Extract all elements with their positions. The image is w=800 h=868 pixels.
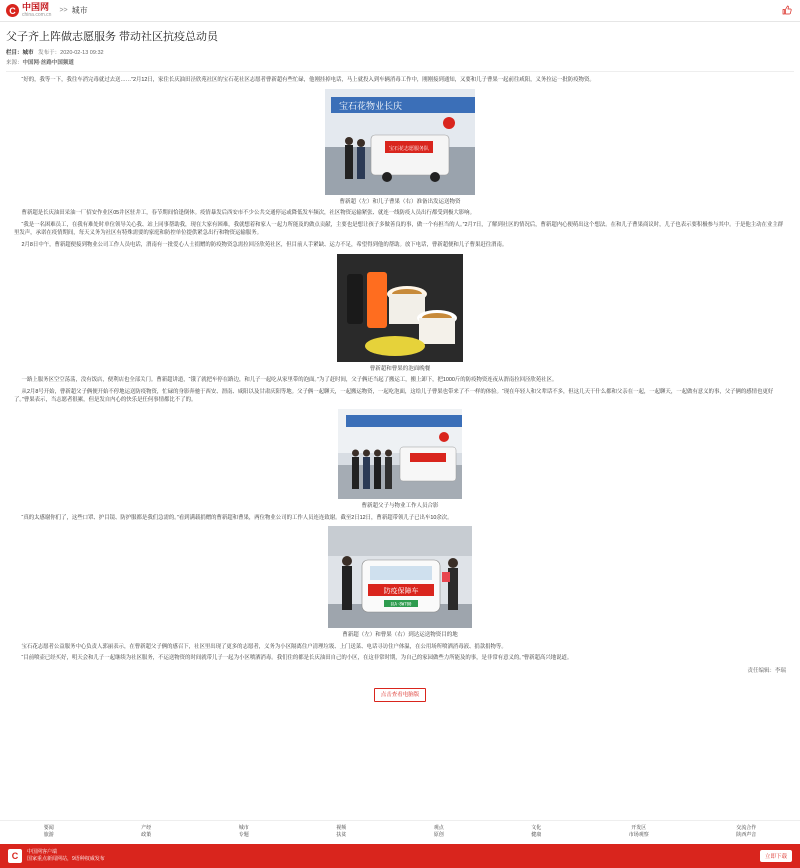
paragraph: “好的，我等一下，我往车消完毒就过去送……”2月12日，家住长庆油田泾欣苑社区的宝石花社区志愿者曹新超有些忙碌，他刚挂掉电话，马上就投入到车辆消毒工作中，刚刚接到通知，又要和儿子曹果一起前往咸阳，义务拉运一批防疫物资。 xyxy=(21,77,595,83)
footer-nav-link[interactable]: 政策 xyxy=(141,832,152,838)
editor-line xyxy=(14,667,786,676)
figure-3 xyxy=(14,409,786,511)
paragraph: 从2月8号开始，曹新超父子俩便开始不停地运送防疫物资，忙碌的身影奔驰于西安、渭南、咸阳以及甘肃庆阳等地。父子俩一起聊天，一起搬运物资，一起吃泡面，这给儿子曹果也带来了不一样的体验。“现在年轻人和父辈话不多，但这几天干什么都和父亲在一起，一起聊天，一起做有意义的事，父子俩的感情也更好了。”曹果表示，当志愿者很累，但是发自内心的快乐是任何事情都比不了的。 xyxy=(14,388,774,404)
car-sign-text: 防疫保障车 xyxy=(383,587,419,596)
site-logo[interactable] xyxy=(6,3,51,19)
footer-nav-link[interactable]: 要闻 xyxy=(43,825,54,831)
license-plate-text: 陕A·8W700 xyxy=(390,601,412,607)
footer-nav-link[interactable]: 旅游 xyxy=(43,832,54,838)
logo-en: china.com.cn xyxy=(22,11,52,18)
footer-nav-column xyxy=(239,825,249,839)
footer-nav-link[interactable]: 陕西声音 xyxy=(736,832,757,838)
pc-version-wrap xyxy=(14,688,786,703)
paragraph: “目前喷壶已经买好，明天会和儿子一起继续为社区服务，不运送物资的时间就带儿子一起为小区喷洒消毒。我们住的都是长庆油田自己的小区，在这非常时期，为自己的家园做些力所能及的事，是非常有意义的。”曹新超高兴地说道。 xyxy=(21,655,573,662)
footer-nav-link[interactable]: 原创 xyxy=(433,832,444,838)
footer-nav-column xyxy=(336,825,346,839)
footer-nav-link[interactable]: 产经 xyxy=(141,825,152,831)
article-title: 父子齐上阵做志愿服务 带动社区抗疫总动员 xyxy=(6,31,219,43)
footer-nav-link[interactable]: 城市 xyxy=(238,825,249,831)
view-pc-version-button[interactable]: 点击查看电脑版 xyxy=(374,688,427,703)
footer-nav-column xyxy=(434,825,444,839)
app-name: 中国网客户端 xyxy=(27,849,58,855)
footer-nav-column xyxy=(736,825,756,839)
paragraph: “我是一名困难员工，在我有难处时单位领导关心我、站上同事帮助我，现在大家有困难，我就想着和家人一起力所能及的做点贡献，主要也是想让孩子多做善良的事，做一个有担当的人。”2月7日，了解到社区的情况后，曹新超内心便萌出这个想法。在和儿子曹果商议时，儿子也表示要积极参与其中。于是他主动在业主群里发声，承诺在疫情期间，每天义务为社区有特殊需要的家庭和防控单位提供紧急出行和物资运输服务。 xyxy=(14,221,784,237)
publish-time: 2020-02-13 09:32 xyxy=(60,50,104,56)
paragraph: 曹新超是长庆油田采油一厂招安作业区05井区驻井工，春节期间恰逢倒休。疫情暴发后西安市不少公共交通停运或降低发车频次，社区物资运输紧张、就连一线防疫人员出行都受到极大影响。 xyxy=(21,210,475,217)
editor-name: 李瑞 xyxy=(774,667,786,674)
logo-cn: 中国网 xyxy=(22,1,50,12)
paragraph: 一路上服务区空空荡荡，没有饭店，便利店也全部关门。曹新超讲道，“饿了就把车停在路边，和儿子一起吃从家里带的泡面。”为了赶时间，父子俩还当起了搬运工，搬上卸下，把1000斤的防疫物资连夜从渭南拉回泾欣苑社区。 xyxy=(21,377,558,384)
photo-group xyxy=(338,409,462,499)
app-slogan: 国家重点新闻网站，9语种权威发布 xyxy=(27,856,105,862)
editor-label: 责任编辑： xyxy=(747,667,775,674)
time-label: 发布于： xyxy=(38,50,61,56)
app-download-bar xyxy=(0,844,800,868)
figure-1 xyxy=(14,89,786,207)
paragraph: “真的太感谢你们了，这些口罩、护目镜、防护服都是我们急需的。”看到满载捐赠的曹新超和曹果，两位物业公司的工作人员连连致谢。截至2日12日，曹新超带领儿子已出车10余次。 xyxy=(21,514,453,521)
paragraph: 2月8日中午，曹新超便接到物业公司工作人员电话，渭南有一批爱心人士捐赠的防疫物资急需拉回泾欣苑社区，但目前人手紧缺、运力不足，希望得到他的帮助。放下电话，曹新超便和儿子曹果赶往渭南。 xyxy=(21,241,508,248)
photo-arrival xyxy=(328,526,472,628)
breadcrumb-channel[interactable]: 城市 xyxy=(71,6,88,15)
footer-nav-link[interactable]: 文化 xyxy=(531,825,542,831)
column-name: 城市 xyxy=(22,50,34,56)
logo-text xyxy=(22,3,51,19)
article-source xyxy=(6,58,794,72)
photo-banner-text: 宝石花物业长庆 xyxy=(339,101,403,112)
footer-nav-link[interactable]: 专题 xyxy=(238,832,249,838)
breadcrumb-separator: >> xyxy=(59,7,68,14)
article-header xyxy=(0,22,800,72)
source-label: 来源： xyxy=(6,60,23,66)
photo-van-departure xyxy=(325,89,475,195)
download-app-button[interactable]: 立即下载 xyxy=(760,850,792,862)
footer-nav-column xyxy=(629,825,649,839)
thumbs-up-icon[interactable] xyxy=(782,5,792,15)
footer-nav-link[interactable]: 健康 xyxy=(531,832,542,838)
app-logo-icon: C xyxy=(8,849,22,863)
figure-4 xyxy=(14,526,786,640)
footer-nav-link[interactable]: 视频 xyxy=(336,825,347,831)
photo-noodle-dinner xyxy=(337,254,463,362)
footer-nav xyxy=(0,820,800,843)
footer-nav-column xyxy=(141,825,151,839)
article-body xyxy=(0,72,800,702)
figure-caption: 曹新超（左）和曹果（右）到达运送物资目的地 xyxy=(342,632,458,639)
footer-nav-link[interactable]: 观点 xyxy=(433,825,444,831)
footer-nav-link[interactable]: 市场观察 xyxy=(628,832,649,838)
figure-caption: 曹新超父子与物业工作人员合影 xyxy=(361,502,439,509)
footer-nav-column xyxy=(531,825,541,839)
footer-nav-link[interactable]: 交流合作 xyxy=(736,825,757,831)
footer-nav-link[interactable]: 扶贫 xyxy=(336,832,347,838)
footer-nav-column xyxy=(44,825,54,839)
van-sign-text: 宝石花志愿服务队 xyxy=(388,145,430,152)
paragraph: 宝石花志愿者公益服务中心负责人郭丽表示，在曹新超父子俩的感召下，社区里出现了更多的志愿者，义务为小区隔离住户清理垃圾、上门送菜、电话寻访住户体温，在公用场所喷洒消毒液、捐款捐物等。 xyxy=(21,643,507,650)
article-meta xyxy=(6,48,794,56)
figure-caption: 曹新超和曹果的泡面晚餐 xyxy=(369,365,431,372)
figure-2 xyxy=(14,254,786,374)
column-label: 栏目： xyxy=(6,50,23,56)
app-promo-text xyxy=(27,849,105,863)
footer-nav-link[interactable]: 开发区 xyxy=(631,825,647,831)
source-name: 中国网·丝路中国频道 xyxy=(22,60,74,66)
top-bar xyxy=(0,0,800,22)
figure-caption: 曹新超（左）和儿子曹果（右）准备出发运送物资 xyxy=(339,198,461,205)
logo-icon: C xyxy=(6,4,19,17)
